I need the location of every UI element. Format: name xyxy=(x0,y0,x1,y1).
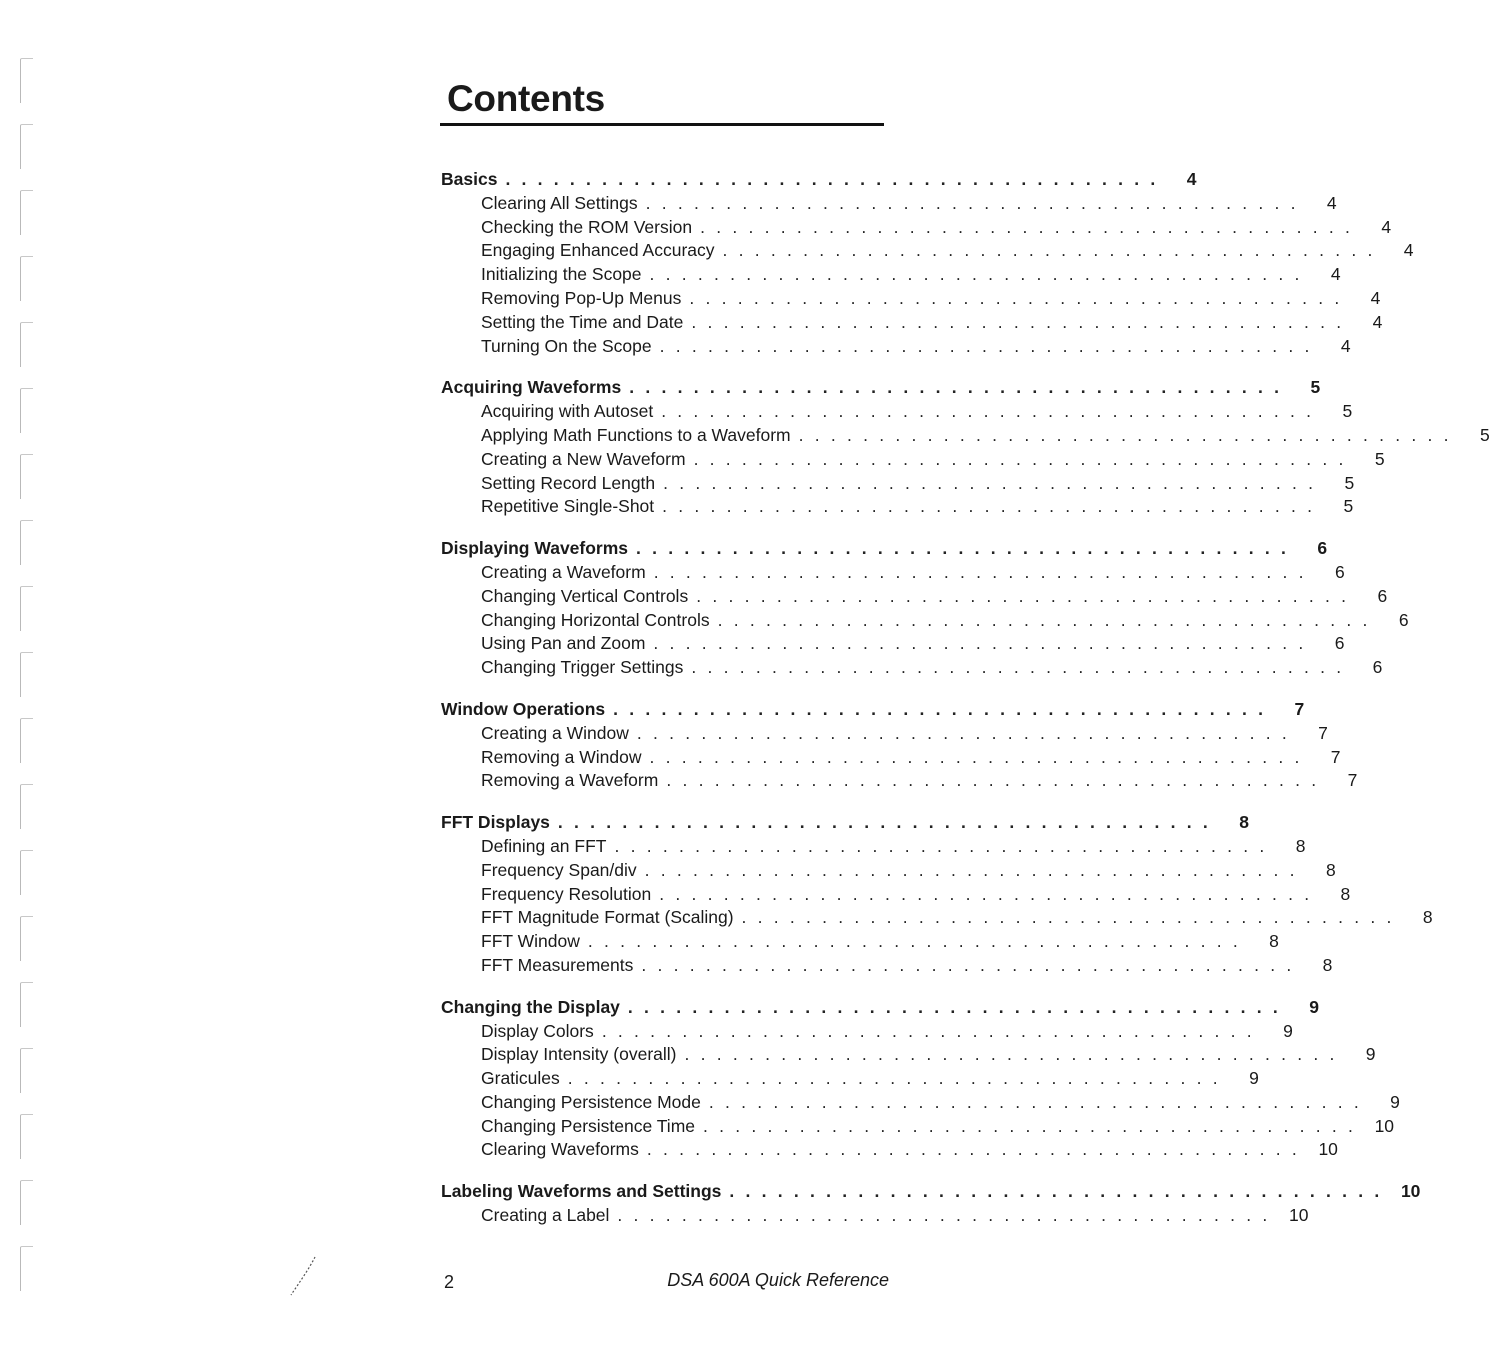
dot-leader: . . . . . . . . . . . . . . . . . . . . . . . . . . . . . . . . . . . . . . . . . xyxy=(646,1139,1300,1160)
dot-leader: . . . . . . . . . . . . . . . . . . . . . . . . . . . . . . . . . . . . . . . . . xyxy=(693,448,1347,469)
toc-entry-page: 8 xyxy=(1325,859,1336,880)
dot-leader: . . . . . . . . . . . . . . . . . . . . . . . . . . . . . . . . . . . . . . . . . xyxy=(649,264,1303,285)
toc-entry-title: Defining an FFT xyxy=(481,835,607,856)
dot-leader: . . . . . . . . . . . . . . . . . . . . . . . . . . . . . . . . . . . . . . . . . xyxy=(722,240,1376,261)
footer-page-number: 2 xyxy=(444,1272,455,1292)
toc-section-heading xyxy=(441,537,1328,561)
toc-entry-page: 9 xyxy=(1390,1091,1400,1112)
toc-entry-page: 8 xyxy=(1322,954,1333,975)
toc-entry-page: 4 xyxy=(1370,287,1381,308)
toc-entry xyxy=(441,835,1306,859)
toc-entry xyxy=(441,1020,1293,1044)
binding-mark xyxy=(20,982,33,1027)
toc-section-heading-page: 5 xyxy=(1310,377,1321,398)
binding-mark xyxy=(20,454,33,499)
toc-entry-title: Removing Pop-Up Menus xyxy=(481,287,682,308)
toc-section-heading-title: Displaying Waveforms xyxy=(441,538,629,559)
toc-entry-page: 4 xyxy=(1381,216,1392,237)
toc-entry-title: Changing Persistence Mode xyxy=(481,1091,701,1112)
toc-section-heading-page: 7 xyxy=(1294,698,1305,719)
toc-entry xyxy=(441,609,1409,633)
toc-entry xyxy=(441,930,1279,954)
toc-entry xyxy=(441,1115,1395,1139)
toc-entry-title: Clearing All Settings xyxy=(481,192,638,213)
toc-section-heading-page: 9 xyxy=(1309,996,1319,1017)
binding-mark xyxy=(20,850,33,895)
table-of-contents xyxy=(441,168,1490,1246)
toc-entry xyxy=(441,495,1354,519)
dot-leader: . . . . . . . . . . . . . . . . . . . . . . . . . . . . . . . . . . . . . . . . . xyxy=(649,746,1303,767)
dot-leader: . . . . . . . . . . . . . . . . . . . . . . . . . . . . . . . . . . . . . . . . . xyxy=(663,472,1317,493)
toc-entry xyxy=(441,448,1385,472)
dot-leader: . . . . . . . . . . . . . . . . . . . . . . . . . . . . . . . . . . . . . . . . . xyxy=(659,883,1313,904)
toc-entry-title: Setting the Time and Date xyxy=(481,311,684,332)
toc-entry-page: 6 xyxy=(1398,609,1409,630)
toc-entry-page: 9 xyxy=(1365,1044,1376,1065)
dot-leader: . . . . . . . . . . . . . . . . . . . . . . . . . . . . . . . . . . . . . . . . . xyxy=(644,859,1298,880)
toc-entry-page: 10 xyxy=(1374,1115,1395,1136)
binding-mark xyxy=(20,1246,33,1291)
dot-leader: . . . . . . . . . . . . . . . . . . . . . . . . . . . . . . . . . . . . . . . . . xyxy=(601,1020,1255,1041)
toc-entry-page: 8 xyxy=(1295,835,1306,856)
dot-leader: . . . . . . . . . . . . . . . . . . . . . . . . . . . . . . . . . . . . . . . . . xyxy=(629,377,1283,398)
toc-section xyxy=(441,811,1433,978)
toc-section xyxy=(441,698,1358,793)
toc-entry xyxy=(441,287,1381,311)
toc-entry-page: 6 xyxy=(1334,561,1345,582)
toc-section-heading-page: 6 xyxy=(1317,538,1328,559)
toc-section xyxy=(441,376,1490,519)
toc-section-heading xyxy=(441,1180,1421,1204)
toc-section-heading xyxy=(441,698,1305,722)
toc-section xyxy=(441,996,1400,1163)
toc-entry xyxy=(441,1091,1400,1115)
toc-entry xyxy=(441,335,1351,359)
toc-entry-page: 7 xyxy=(1318,722,1328,743)
dot-leader: . . . . . . . . . . . . . . . . . . . . . . . . . . . . . . . . . . . . . . . . . xyxy=(661,401,1315,422)
toc-entry-page: 9 xyxy=(1283,1020,1293,1041)
binding-mark xyxy=(20,190,33,235)
dot-leader: . . . . . . . . . . . . . . . . . . . . . . . . . . . . . . . . . . . . . . . . . xyxy=(703,1115,1357,1136)
toc-entry-page: 4 xyxy=(1330,264,1341,285)
toc-entry-title: FFT Measurements xyxy=(481,954,634,975)
dot-leader: . . . . . . . . . . . . . . . . . . . . . . . . . . . . . . . . . . . . . . . . . xyxy=(653,561,1307,582)
toc-entry xyxy=(441,472,1355,496)
toc-entry-page: 5 xyxy=(1343,496,1354,517)
toc-entry-title: Acquiring with Autoset xyxy=(481,401,654,422)
toc-entry-title: Graticules xyxy=(481,1068,560,1089)
toc-entry-title: Changing Trigger Settings xyxy=(481,657,684,678)
toc-entry xyxy=(441,954,1333,978)
toc-entry xyxy=(441,561,1345,585)
toc-section-heading-title: Labeling Waveforms and Settings xyxy=(441,1181,722,1202)
toc-entry-page: 5 xyxy=(1342,401,1353,422)
toc-entry xyxy=(441,216,1392,240)
binding-mark xyxy=(20,124,33,169)
toc-section-heading-title: Acquiring Waveforms xyxy=(441,377,622,398)
toc-entry-title: Initializing the Scope xyxy=(481,264,642,285)
toc-entry-title: Changing Vertical Controls xyxy=(481,585,689,606)
binding-mark xyxy=(20,520,33,565)
dot-leader: . . . . . . . . . . . . . . . . . . . . . . . . . . . . . . . . . . . . . . . . . xyxy=(717,609,1371,630)
toc-entry xyxy=(441,239,1414,263)
dot-leader: . . . . . . . . . . . . . . . . . . . . . . . . . . . . . . . . . . . . . . . . . xyxy=(689,287,1343,308)
toc-section-heading xyxy=(441,168,1197,192)
toc-entry-title: Creating a Label xyxy=(481,1205,610,1226)
dot-leader: . . . . . . . . . . . . . . . . . . . . . . . . . . . . . . . . . . . . . . . . . xyxy=(798,424,1452,445)
toc-section xyxy=(441,537,1409,680)
toc-section-heading-page: 10 xyxy=(1400,1181,1421,1202)
toc-entry xyxy=(441,656,1383,680)
toc-entry-title: Creating a Window xyxy=(481,722,629,743)
dot-leader: . . . . . . . . . . . . . . . . . . . . . . . . . . . . . . . . . . . . . . . . . xyxy=(505,169,1159,189)
toc-entry xyxy=(441,1043,1376,1067)
dot-leader: . . . . . . . . . . . . . . . . . . . . . . . . . . . . . . . . . . . . . . . . . xyxy=(641,954,1295,975)
dot-leader: . . . . . . . . . . . . . . . . . . . . . . . . . . . . . . . . . . . . . . . . . xyxy=(729,1181,1383,1202)
toc-entry xyxy=(441,859,1336,883)
toc-section-heading-page: 8 xyxy=(1239,812,1249,833)
toc-entry xyxy=(441,311,1383,335)
toc-entry-title: Frequency Resolution xyxy=(481,883,652,904)
dot-leader: . . . . . . . . . . . . . . . . . . . . . . . . . . . . . . . . . . . . . . . . . xyxy=(666,770,1320,791)
toc-entry-title: Turning On the Scope xyxy=(481,335,652,356)
toc-entry-title: Display Colors xyxy=(481,1020,594,1041)
toc-entry-title: Checking the ROM Version xyxy=(481,216,693,237)
toc-entry xyxy=(441,1204,1309,1228)
toc-entry-page: 8 xyxy=(1340,883,1351,904)
toc-entry xyxy=(441,769,1358,793)
toc-entry-page: 9 xyxy=(1249,1068,1259,1089)
toc-section xyxy=(441,1180,1421,1228)
toc-entry xyxy=(441,883,1351,907)
toc-entry-title: Repetitive Single-Shot xyxy=(481,496,655,517)
dot-leader: . . . . . . . . . . . . . . . . . . . . . . . . . . . . . . . . . . . . . . . . . xyxy=(700,216,1354,237)
toc-entry-page: 10 xyxy=(1288,1205,1309,1226)
footer-document-title: DSA 600A Quick Reference xyxy=(667,1270,889,1290)
toc-entry-page: 4 xyxy=(1326,192,1337,213)
toc-entry-title: Applying Math Functions to a Waveform xyxy=(481,424,791,445)
dot-leader: . . . . . . . . . . . . . . . . . . . . . . . . . . . . . . . . . . . . . . . . . xyxy=(653,633,1307,654)
binding-mark xyxy=(20,784,33,829)
toc-section-heading xyxy=(441,996,1319,1020)
toc-entry-page: 4 xyxy=(1403,240,1414,261)
binding-mark xyxy=(20,256,33,301)
toc-section-heading-title: Changing the Display xyxy=(441,996,620,1017)
toc-section-heading-page: 4 xyxy=(1186,169,1197,189)
toc-entry-page: 5 xyxy=(1374,448,1385,469)
dot-leader: . . . . . . . . . . . . . . . . . . . . . . . . . . . . . . . . . . . . . . . . . xyxy=(662,496,1316,517)
toc-entry-title: Creating a Waveform xyxy=(481,561,646,582)
binding-mark xyxy=(20,322,33,367)
toc-entry-page: 6 xyxy=(1334,633,1345,654)
binding-mark xyxy=(20,58,33,103)
toc-entry xyxy=(441,424,1490,448)
toc-entry-page: 10 xyxy=(1318,1139,1338,1160)
toc-entry xyxy=(441,585,1388,609)
dot-leader: . . . . . . . . . . . . . . . . . . . . . . . . . . . . . . . . . . . . . . . . . xyxy=(613,698,1267,719)
binding-mark xyxy=(20,652,33,697)
toc-section-heading-title: Window Operations xyxy=(441,698,606,719)
binding-hole-marks xyxy=(18,58,38,1298)
toc-entry-title: FFT Window xyxy=(481,931,580,952)
binding-mark xyxy=(20,718,33,763)
dot-leader: . . . . . . . . . . . . . . . . . . . . . . . . . . . . . . . . . . . . . . . . . xyxy=(696,585,1350,606)
toc-entry-title: Changing Persistence Time xyxy=(481,1115,695,1136)
toc-section-heading xyxy=(441,811,1249,835)
toc-entry xyxy=(441,632,1345,656)
dot-leader: . . . . . . . . . . . . . . . . . . . . . . . . . . . . . . . . . . . . . . . . . xyxy=(691,311,1345,332)
toc-entry-title: Changing Horizontal Controls xyxy=(481,609,710,630)
toc-entry xyxy=(441,746,1341,770)
toc-section-heading-title: FFT Displays xyxy=(441,812,550,833)
dot-leader: . . . . . . . . . . . . . . . . . . . . . . . . . . . . . . . . . . . . . . . . . xyxy=(636,722,1290,743)
dot-leader: . . . . . . . . . . . . . . . . . . . . . . . . . . . . . . . . . . . . . . . . . xyxy=(659,335,1313,356)
toc-entry-title: Using Pan and Zoom xyxy=(481,633,646,654)
page-title: Contents xyxy=(447,78,605,119)
toc-entry-title: Setting Record Length xyxy=(481,472,656,493)
toc-entry xyxy=(441,400,1353,424)
dot-leader: . . . . . . . . . . . . . . . . . . . . . . . . . . . . . . . . . . . . . . . . . xyxy=(684,1044,1338,1065)
toc-entry-page: 5 xyxy=(1344,472,1355,493)
toc-entry-title: Removing a Waveform xyxy=(481,770,659,791)
dot-leader: . . . . . . . . . . . . . . . . . . . . . . . . . . . . . . . . . . . . . . . . . xyxy=(567,1068,1221,1089)
toc-entry xyxy=(441,1067,1259,1091)
toc-entry-page: 4 xyxy=(1372,311,1383,332)
toc-entry-page: 6 xyxy=(1377,585,1388,606)
toc-entry xyxy=(441,192,1337,216)
toc-entry-page: 8 xyxy=(1269,931,1279,952)
toc-entry-title: Clearing Waveforms xyxy=(481,1139,639,1160)
toc-entry-title: FFT Magnitude Format (Scaling) xyxy=(481,907,734,928)
toc-entry xyxy=(441,1138,1338,1162)
dot-leader: . . . . . . . . . . . . . . . . . . . . . . . . . . . . . . . . . . . . . . . . . xyxy=(708,1091,1362,1112)
dot-leader: . . . . . . . . . . . . . . . . . . . . . . . . . . . . . . . . . . . . . . . . . xyxy=(741,907,1395,928)
dot-leader: . . . . . . . . . . . . . . . . . . . . . . . . . . . . . . . . . . . . . . . . . xyxy=(617,1205,1271,1226)
toc-entry-title: Engaging Enhanced Accuracy xyxy=(481,240,715,261)
binding-mark xyxy=(20,1114,33,1159)
toc-entry-title: Creating a New Waveform xyxy=(481,448,686,469)
dot-leader: . . . . . . . . . . . . . . . . . . . . . . . . . . . . . . . . . . . . . . . . . xyxy=(614,835,1268,856)
dot-leader: . . . . . . . . . . . . . . . . . . . . . . . . . . . . . . . . . . . . . . . . . xyxy=(636,538,1290,559)
dot-leader: . . . . . . . . . . . . . . . . . . . . . . . . . . . . . . . . . . . . . . . . . xyxy=(587,931,1241,952)
toc-entry-page: 7 xyxy=(1347,770,1358,791)
toc-entry-title: Frequency Span/div xyxy=(481,859,637,880)
toc-entry-page: 8 xyxy=(1422,907,1433,928)
toc-entry xyxy=(441,906,1433,930)
dot-leader: . . . . . . . . . . . . . . . . . . . . . . . . . . . . . . . . . . . . . . . . . xyxy=(645,192,1299,213)
pen-stroke-mark xyxy=(285,1255,325,1300)
title-rule xyxy=(440,123,884,126)
binding-mark xyxy=(20,1048,33,1093)
toc-entry-title: Removing a Window xyxy=(481,746,642,767)
dot-leader: . . . . . . . . . . . . . . . . . . . . . . . . . . . . . . . . . . . . . . . . . xyxy=(691,657,1345,678)
binding-mark xyxy=(20,586,33,631)
toc-section xyxy=(441,168,1414,358)
toc-section-heading-title: Basics xyxy=(441,169,498,189)
binding-mark xyxy=(20,1180,33,1225)
toc-entry xyxy=(441,263,1341,287)
toc-entry xyxy=(441,722,1328,746)
dot-leader: . . . . . . . . . . . . . . . . . . . . . . . . . . . . . . . . . . . . . . . . . xyxy=(627,996,1281,1017)
toc-entry-page: 6 xyxy=(1372,657,1383,678)
dot-leader: . . . . . . . . . . . . . . . . . . . . . . . . . . . . . . . . . . . . . . . . . xyxy=(557,812,1211,833)
toc-entry-page: 7 xyxy=(1330,746,1341,767)
toc-section-heading xyxy=(441,376,1321,400)
toc-entry-page: 4 xyxy=(1340,335,1351,356)
toc-entry-page: 5 xyxy=(1479,424,1490,445)
binding-mark xyxy=(20,916,33,961)
toc-entry-title: Display Intensity (overall) xyxy=(481,1044,677,1065)
binding-mark xyxy=(20,388,33,433)
